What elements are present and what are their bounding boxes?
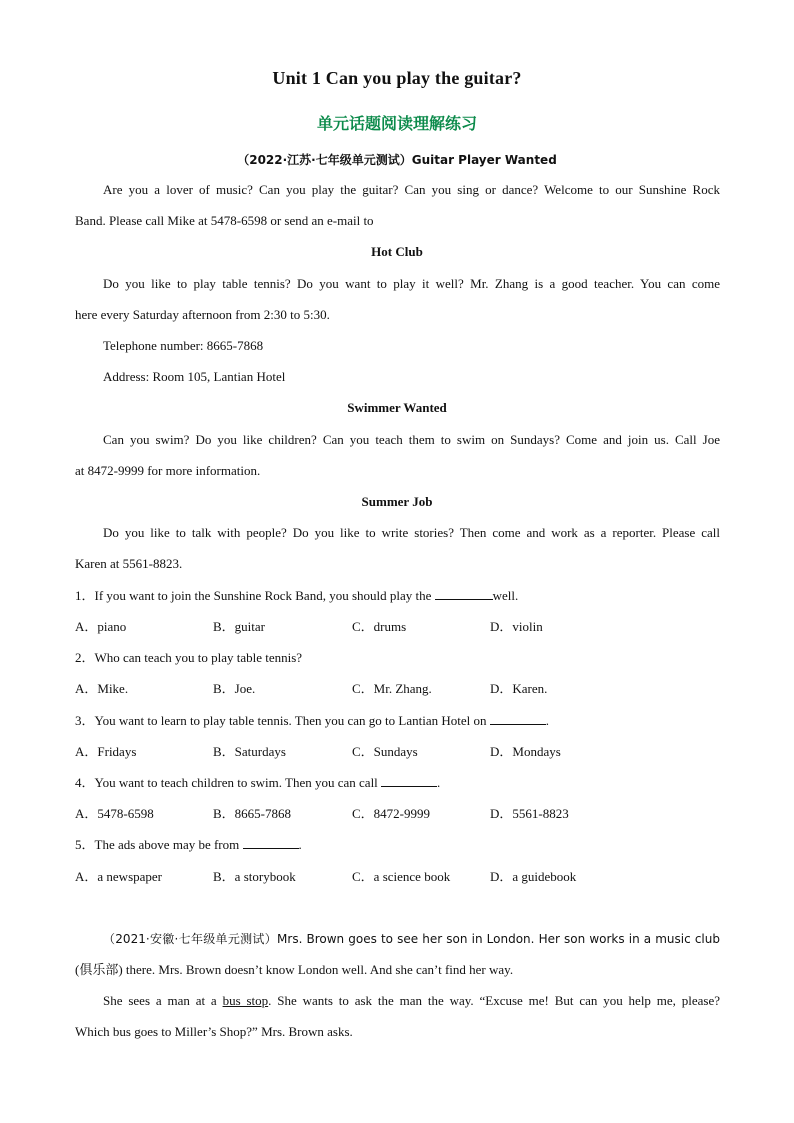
answer-blank (243, 836, 299, 849)
passage1-para2-line1: Do you like to play table tennis? Do you want to play it well? Mr. Zhang is a good teacher. You can come (103, 276, 720, 291)
question-3-stem: 3．You want to learn to play table tennis. Then you can go to Lantian Hotel on . (75, 713, 549, 728)
document-title: Unit 1 Can you play the guitar? (272, 68, 522, 88)
question-4-option-a[interactable]: A．5478-6598 (75, 806, 154, 821)
question-3-option-b[interactable]: B．Saturdays (213, 744, 286, 759)
underlined-phrase-bus-stop: bus stop (222, 993, 269, 1008)
passage1-source-heading: （2022·江苏·七年级单元测试）Guitar Player Wanted (237, 153, 557, 167)
question-3-option-d[interactable]: D．Mondays (490, 744, 561, 759)
question-1-option-b[interactable]: B．guitar (213, 619, 265, 634)
passage2-line4: Which bus goes to Miller’s Shop?” Mrs. Brown asks. (75, 1024, 353, 1039)
question-5-option-c[interactable]: C．a science book (352, 869, 451, 884)
passage2-line1: （2021·安徽·七年级单元测试）Mrs. Brown goes to see her son in London. Her son works in a music club (103, 932, 720, 946)
ad-title-swimmer-wanted: Swimmer Wanted (347, 400, 447, 415)
question-1-option-c[interactable]: C．drums (352, 619, 407, 634)
passage1-para3-line2: at 8472-9999 for more information. (75, 463, 261, 478)
question-5-stem: 5．The ads above may be from . (75, 837, 302, 852)
passage1-para1-line2: Band. Please call Mike at 5478-6598 or send an e-mail to (75, 213, 374, 228)
question-2-option-d[interactable]: D．Karen. (490, 681, 548, 696)
question-1-option-d[interactable]: D．violin (490, 619, 543, 634)
passage1-para1-line1: Are you a lover of music? Can you play the guitar? Can you sing or dance? Welcome to our Sunshine Rock (103, 182, 720, 197)
document-subtitle: 单元话题阅读理解练习 (316, 114, 477, 133)
passage2-line3: She sees a man at a bus stop. She wants to ask the man the way. “Excuse me! But can you help me, please? (103, 993, 721, 1008)
question-4-option-b[interactable]: B．8665-7868 (213, 806, 292, 821)
question-2-option-b[interactable]: B．Joe. (213, 681, 256, 696)
answer-blank (435, 587, 493, 600)
question-3-option-a[interactable]: A．Fridays (75, 744, 137, 759)
passage1-para3-line1: Can you swim? Do you like children? Can you teach them to swim on Sundays? Come and join us. Call Joe (103, 432, 720, 447)
address-line: Address: Room 105, Lantian Hotel (103, 369, 286, 384)
question-5-option-d[interactable]: D．a guidebook (490, 869, 577, 884)
question-2-option-a[interactable]: A．Mike. (75, 681, 129, 696)
answer-blank (490, 712, 546, 725)
question-3-option-c[interactable]: C．Sundays (352, 744, 418, 759)
question-5-option-b[interactable]: B．a storybook (213, 869, 296, 884)
passage1-para4-line1: Do you like to talk with people? Do you like to write stories? Then come and work as a reporter. Please call (103, 525, 720, 540)
question-2-stem: 2．Who can teach you to play table tennis? (75, 650, 303, 665)
question-4-stem: 4．You want to teach children to swim. Then you can call . (75, 775, 441, 790)
answer-blank (381, 774, 437, 787)
question-1-option-a[interactable]: A．piano (75, 619, 127, 634)
telephone-line: Telephone number: 8665-7868 (103, 338, 264, 353)
question-2-option-c[interactable]: C．Mr. Zhang. (352, 681, 432, 696)
question-1-stem: 1．If you want to join the Sunshine Rock Band, you should play the well. (75, 588, 519, 603)
ad-title-hot-club: Hot Club (371, 244, 423, 259)
question-4-option-d[interactable]: D．5561-8823 (490, 806, 569, 821)
question-4-option-c[interactable]: C．8472-9999 (352, 806, 431, 821)
passage1-para4-line2: Karen at 5561-8823. (75, 556, 183, 571)
ad-title-summer-job: Summer Job (361, 494, 433, 509)
passage2-line2: (俱乐部) there. Mrs. Brown doesn’t know London well. And she can’t find her way. (75, 962, 514, 977)
passage1-para2-line2: here every Saturday afternoon from 2:30 to 5:30. (75, 307, 330, 322)
question-5-option-a[interactable]: A．a newspaper (75, 869, 162, 884)
